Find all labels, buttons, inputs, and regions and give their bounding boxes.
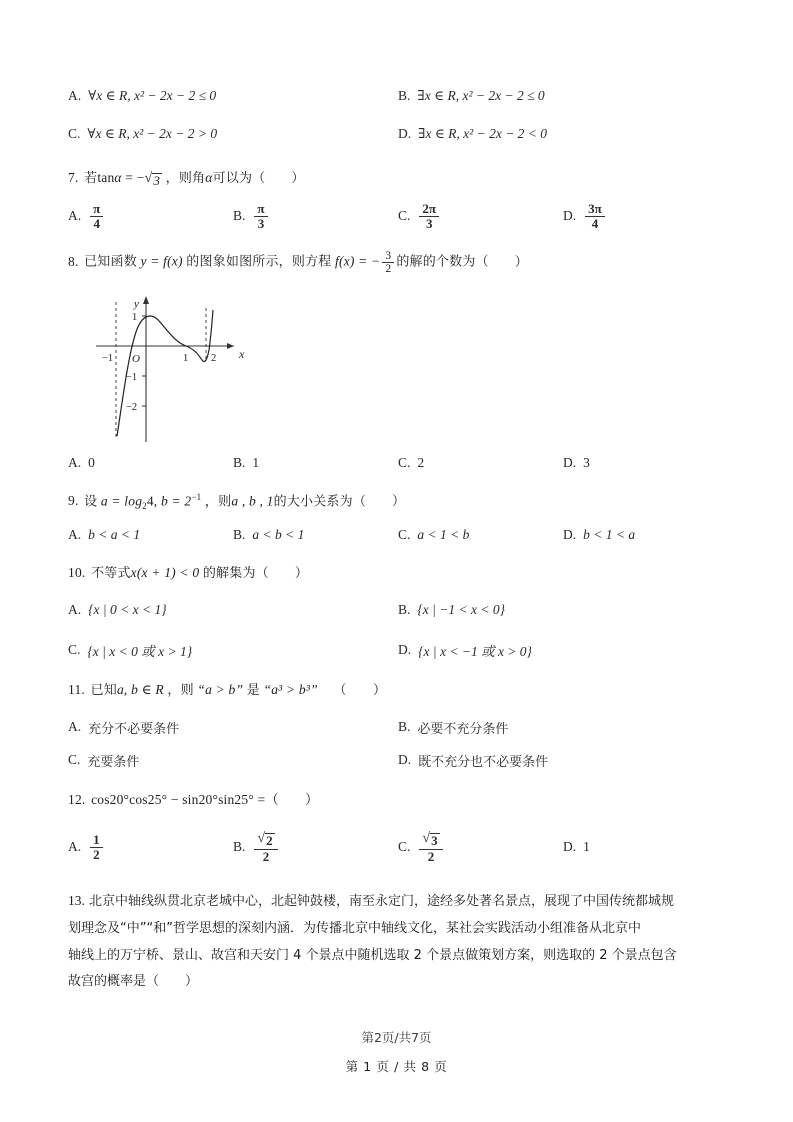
q8-option-a[interactable] [68,455,233,471]
q9-b-def: b = 2 [160,493,192,509]
q7-sqrt-radicand: 3 [153,173,161,188]
q9-stem-pre: 设 [84,494,98,510]
y-tick-label-neg1: −1 [126,371,138,383]
q11-option-c-text: 充要条件 [87,754,140,770]
question-8-stem [68,250,728,275]
q8-option-b[interactable] [233,455,398,471]
q6-option-b-text: ∃x ∈ R, x² − 2x − 2 ≤ 0 [417,88,545,103]
q12-number: 12. [68,791,86,807]
q11-stem-pre: 已知 [90,682,117,698]
q9-option-c-label: C. [398,526,411,542]
q12-option-c-sqrt: √ 3 [422,830,438,848]
q12-option-b-denominator: 2 [262,848,270,864]
q12-option-b[interactable] [233,831,398,864]
q10-option-b[interactable] [398,602,728,618]
q12-option-a-denominator: 2 [93,846,100,862]
q8-option-c[interactable] [398,455,563,471]
q9-option-d[interactable] [563,527,728,543]
q8-equation: f(x) = − [335,254,381,270]
q7-option-c-numerator: 2π [419,202,439,217]
q10-options-row-1 [68,602,728,618]
q7-option-c-fraction [419,202,439,230]
q6-options-row-2 [68,126,728,142]
q9-stem-post: 的大小关系为（ [273,494,367,510]
q10-option-b-label: B. [398,601,411,617]
q12-option-c-label: C. [398,839,411,855]
q13-line-1 [68,887,728,916]
q9-option-a-label: A. [68,526,82,542]
question-7-stem [68,168,728,189]
q12-option-b-label: B. [233,839,246,855]
q7-tan: tan [97,170,115,185]
q11-option-b-label: B. [398,719,411,735]
q11-option-c[interactable] [68,751,398,770]
q7-option-a-label: A. [68,208,82,224]
q7-option-c-label: C. [398,208,411,224]
q12-stem-close: ） [305,791,319,807]
q6-option-c-text: ∀x ∈ R, x² − 2x − 2 > 0 [87,126,218,141]
page-content [68,88,728,996]
q7-option-c[interactable] [398,202,563,230]
q7-alpha: α [114,170,122,185]
q7-option-d-numerator: 3π [585,202,605,217]
q8-stem-pre: 已知函数 [84,255,137,271]
q7-option-d-label: D. [563,208,577,224]
q11-stem-mid: ，则 [167,682,194,698]
q11-option-c-label: C. [68,752,81,768]
q12-option-b-numerator [254,831,277,850]
q7-options [68,202,728,230]
x-axis-arrow [227,343,234,349]
q7-option-b-numerator: π [254,202,267,217]
q13-line-3: 轴线上的万宁桥、景山、故宫和天安门 4 个景点中随机选取 2 个景点做策划方案，则选取的 2 个景点包含 [68,947,677,963]
q7-option-a-fraction [90,202,103,230]
q7-stem-pre: 若 [84,171,98,186]
question-9-stem [68,491,728,514]
q12-option-a-fraction [90,833,103,861]
q7-option-b-label: B. [233,208,246,224]
q8-option-a-label: A. [68,454,82,470]
q11-condition-1: “a > b” [197,681,244,697]
q12-option-c-radicand: 3 [431,832,438,848]
q11-option-d-label: D. [398,752,412,768]
x-tick-label-1: 1 [183,352,189,364]
q8-function: y = f(x) [140,254,183,270]
q11-option-a-text: 充分不必要条件 [88,721,180,737]
q12-option-d-text: 1 [583,839,590,855]
question-10-stem [68,563,728,584]
q12-option-b-radicand: 2 [266,832,273,848]
q10-option-d[interactable] [398,640,728,660]
q7-option-b-fraction [254,202,267,230]
q7-option-d-denominator: 4 [591,215,599,231]
q6-options-row-1 [68,88,728,104]
q10-option-a-label: A. [68,601,82,617]
question-13 [68,887,728,996]
question-11-stem [68,680,728,701]
q12-option-b-fraction [254,831,277,864]
q9-option-a-text: b < a < 1 [88,526,141,542]
x-axis-label: x [239,346,245,361]
q7-sqrt3: √ 3 [144,171,161,188]
q8-option-d[interactable] [563,455,728,471]
q12-option-a[interactable] [68,831,233,864]
q9-options [68,527,728,543]
q8-options [68,455,728,471]
q7-number: 7. [68,170,79,185]
q9-log-base: 2 [142,500,147,511]
q11-option-a[interactable] [68,718,398,737]
q13-text-line-1: 北京中轴线纵贯北京老城中心，北起钟鼓楼，南至永定门，途经多处著名景点，展现了中国传统都城规 [89,894,675,910]
q10-option-c[interactable] [68,640,398,660]
q8-number: 8. [68,254,79,270]
q11-stem-is: 是 [246,682,260,698]
q6-option-a-text: ∀x ∈ R, x² − 2x − 2 ≤ 0 [88,88,217,103]
q7-option-a-numerator: π [90,202,103,217]
q7-eq: = − [125,170,145,185]
q11-option-a-label: A. [68,719,82,735]
y-axis-arrow [143,296,149,304]
q9-option-d-label: D. [563,526,577,542]
document-page-footer: 第 1 页 / 共 8 页 [345,1059,448,1074]
scanned-page-footer: 第2页/共7页 [361,1030,432,1045]
q6-option-d[interactable] [398,126,728,142]
q9-number: 9. [68,493,79,509]
q8-stem-mid: 的图象如图所示，则方程 [186,255,332,271]
q6-option-c[interactable] [68,126,398,142]
q12-option-c-fraction [419,831,442,864]
q7-option-b-denominator: 3 [257,215,265,231]
q8-fraction-numerator: 3 [382,250,394,263]
q8-option-b-text: 1 [252,454,260,470]
question-12-stem [68,790,728,811]
q8-option-c-label: C. [398,454,411,470]
q11-option-b[interactable] [398,718,728,737]
q9-option-c[interactable] [398,527,563,543]
q10-option-d-label: D. [398,641,412,657]
q7-option-c-denominator: 3 [425,215,433,231]
q8-graph-figure [84,284,274,449]
q6-option-b-label: B. [398,88,411,103]
q10-option-a-text: {x | 0 < x < 1} [88,601,167,617]
q9-compare-terms: a , b , 1 [231,493,274,509]
q12-option-a-numerator: 1 [90,833,103,848]
q13-number: 13. [68,893,85,909]
q7-option-a[interactable] [68,202,233,230]
q6-option-a[interactable] [68,88,398,104]
q11-options-row-2 [68,751,728,770]
q9-option-b-label: B. [233,526,246,542]
q10-option-b-text: {x | −1 < x < 0} [417,601,505,617]
q7-option-d-fraction [585,202,605,230]
q13-line-4: 故宫的概率是（ ） [68,974,199,990]
q10-option-d-text: {x | x < −1 或 x > 0} [418,643,532,659]
q11-option-d[interactable] [398,751,728,770]
q10-stem-pre: 不等式 [91,565,131,581]
y-tick-label-neg2: −2 [126,401,138,413]
q10-expression: x(x + 1) < 0 [130,564,200,580]
x-tick-label-neg1: −1 [102,352,114,364]
q11-stem-close: （ ） [333,682,387,698]
q7-option-d[interactable] [563,202,728,230]
q11-condition-2: “a³ > b³” [263,681,318,697]
q9-a-def: a = log [100,493,143,509]
q7-option-a-denominator: 4 [93,215,100,231]
q8-fraction-denominator: 2 [385,263,392,276]
origin-label: O [132,352,140,365]
q9-option-b[interactable] [233,527,398,543]
q7-option-b[interactable] [233,202,398,230]
q9-option-c-text: a < 1 < b [417,526,470,542]
q8-stem-close: ） [514,255,528,271]
q12-option-c-numerator [419,831,442,850]
q12-option-c[interactable] [398,831,563,864]
q9-b-exponent: −1 [191,491,202,502]
q12-expression: cos20°cos25° − sin20°sin25° =（ [91,791,280,807]
q8-option-b-label: B. [233,454,246,470]
q6-option-a-label: A. [68,88,82,103]
q10-option-c-label: C. [68,641,81,657]
q12-option-c-denominator: 2 [427,848,435,864]
q11-variables: a, b ∈ R [116,681,164,697]
q7-stem-mid: ，则角 [165,171,206,186]
q6-option-b[interactable] [398,88,728,104]
q13-line-2: 划理念及“中”“和”哲学思想的深刻内涵．为传播北京中轴线文化，某社会实践活动小组准备从北京中 [68,921,641,937]
q8-option-a-text: 0 [88,454,95,470]
q9-stem-mid: ，则 [204,494,232,510]
q9-option-d-text: b < 1 < a [583,526,636,542]
q9-option-b-text: a < b < 1 [252,526,305,542]
q12-option-d-label: D. [563,839,577,855]
q11-number: 11. [68,681,85,697]
q12-option-d[interactable] [563,831,728,864]
q9-option-a[interactable] [68,527,233,543]
q8-option-d-label: D. [563,454,577,470]
q10-number: 10. [68,564,86,580]
q9-stem-close: ） [392,494,406,510]
y-axis-label: y [134,297,139,310]
y-tick-label-1: 1 [132,311,138,323]
q8-fraction [382,250,394,275]
q12-option-b-sqrt: √ 2 [257,830,273,848]
q6-option-d-label: D. [398,126,412,141]
x-tick-label-2: 2 [211,352,217,364]
q8-graph-svg [84,284,274,449]
q12-options [68,831,728,864]
q6-option-c-label: C. [68,126,81,141]
q7-alpha-2: α [205,170,213,185]
q10-stem-close: ） [294,565,309,581]
q8-stem-post: 的解的个数为（ [396,255,489,271]
q11-option-d-text: 既不充分也不必要条件 [418,754,549,770]
q11-option-b-text: 必要不充分条件 [417,721,509,737]
q7-stem-close: ） [291,171,305,186]
q6-option-d-text: ∃x ∈ R, x² − 2x − 2 < 0 [418,126,548,141]
q10-option-a[interactable] [68,602,398,618]
q7-stem-post: 可以为（ [212,171,266,186]
q9-a-arg: 4, [146,493,158,509]
q10-option-c-text: {x | x < 0 或 x > 1} [87,643,193,659]
q10-stem-post: 的解集为（ [202,565,269,581]
q10-options-row-2 [68,640,728,660]
q8-option-c-text: 2 [417,454,425,470]
q11-options-row-1 [68,718,728,737]
q8-option-d-text: 3 [583,454,590,470]
q12-option-a-label: A. [68,839,82,855]
